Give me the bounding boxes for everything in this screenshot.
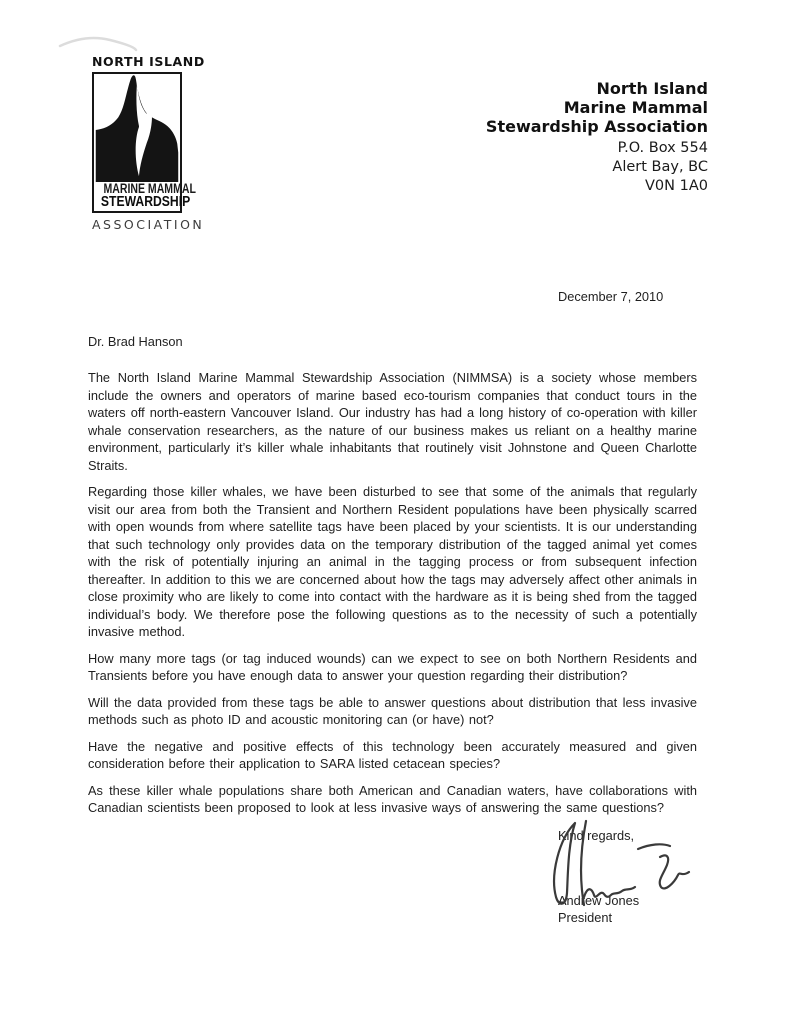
logo-box [92, 72, 196, 213]
letter-recipient: Dr. Brad Hanson [88, 334, 183, 349]
logo-title: NORTH ISLAND [92, 54, 205, 69]
paragraph-question-3: Have the negative and positive effects of this technology been accurately measured and given consideration before their application to SARA listed cetacean species? [88, 738, 697, 771]
letter-body [88, 288, 697, 927]
logo-association-label: ASSOCIATION [92, 217, 205, 232]
paragraph-question-4: As these killer whale populations share both American and Canadian waters, have collaborations with Canadian scientists been proposed to look at less invasive ways of answering the same questions? [88, 782, 697, 815]
paragraph-concern: Regarding those killer whales, we have been disturbed to see that some of the animals that regularly visit our area from both the Transient and Northern Resident populations have been physically scarred with open wounds from where satellite tags have been placed by your scientists. It is our understanding that such technology only provides data on the temporary distribution of the tagged animal yet comes with the risk of potentially injuring an animal in the tagging process or from subsequent infection thereafter. In addition to this we are concerned about how the tags may adversely affect other animals in close proximity who are likely to come into contact with the hardware as it is being shed from the tagged individual’s body. We therefore pose the following questions as to the necessity of such a potentially invasive method. [88, 484, 697, 639]
address-line: Alert Bay, BC [612, 159, 708, 175]
signer-name: Andrew Jones [558, 892, 640, 908]
letterhead [486, 79, 708, 196]
closing-block [558, 827, 697, 927]
paragraph-question-1: How many more tags (or tag induced wounds) can we expect to see on both Northern Residents and Transients before you have enough data to answer your question regarding their distribution? [88, 650, 697, 683]
paragraph-intro: The North Island Marine Mammal Stewardship Association (NIMMSA) is a society whose members include the owners and operators of marine based eco-tourism companies that conduct tours in the waters off north-eastern Vancouver Island. Our industry has had a long history of co-operation with killer whale conservation researchers, as the nature of our business makes us reliant on a healthy marine environment, particularly it’s killer whale inhabitants that routinely visit Johnstone and Queen Charlotte Straits. [88, 370, 697, 473]
logo-box-line2: STEWARDSHIP [100, 194, 191, 210]
orca-fin-icon [95, 74, 179, 182]
letterhead-address [486, 139, 708, 196]
closing-salutation: Kind regards, [558, 827, 635, 843]
address-line: V0N 1A0 [645, 178, 708, 194]
org-name-line: Stewardship Association [485, 117, 708, 136]
signer-title: President [558, 910, 613, 925]
paragraph-question-2: Will the data provided from these tags be able to answer questions about distribution that less invasive methods such as photo ID and acoustic monitoring can (or have) not? [88, 694, 697, 727]
logo-box-line1: MARINE MAMMAL [103, 181, 196, 196]
letter-date: December 7, 2010 [558, 289, 664, 304]
org-name-line: North Island [596, 79, 708, 98]
org-logo [92, 54, 205, 232]
address-line: P.O. Box 554 [617, 140, 708, 156]
org-name-line: Marine Mammal [563, 98, 708, 117]
letterhead-org-name [486, 79, 708, 136]
